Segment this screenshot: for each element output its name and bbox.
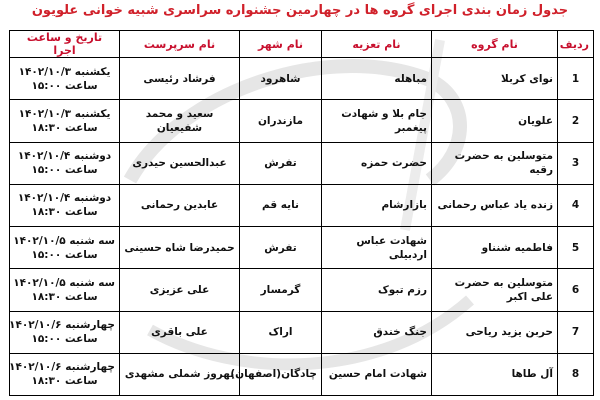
row-supervisor: عبدالحسین حیدری <box>120 142 240 184</box>
row-city: گرمسار <box>240 269 322 311</box>
row-supervisor: فرشاد رئیسی <box>120 58 240 100</box>
row-taziye: شهادت عباس اردبیلی <box>322 227 432 269</box>
row-num: 8 <box>558 353 594 395</box>
table-row <box>10 100 594 142</box>
table-row <box>10 58 594 100</box>
row-datetime <box>10 184 120 226</box>
row-group: فاطمیه شنناو <box>432 227 558 269</box>
row-datetime <box>10 58 120 100</box>
row-taziye: بازارشام <box>322 184 432 226</box>
row-time: ساعت ۱۵:۰۰ <box>31 164 98 177</box>
row-datetime <box>10 100 120 142</box>
row-group: آل طاها <box>432 353 558 395</box>
page-title: جدول زمان بندی اجرای گروه ها در چهارمین جشنواره سراسری شبیه خوانی علویون <box>31 3 569 18</box>
row-group: علویان <box>432 100 558 142</box>
row-datetime <box>10 311 120 353</box>
row-group: حربن یزید ریاحی <box>432 311 558 353</box>
row-num: 1 <box>558 58 594 100</box>
row-num: 2 <box>558 100 594 142</box>
row-time: ساعت ۱۸:۳۰ <box>31 290 98 303</box>
table-row <box>10 353 594 395</box>
table-row <box>10 184 594 226</box>
row-datetime <box>10 353 120 395</box>
schedule-table <box>9 30 594 396</box>
row-city: شاهرود <box>240 58 322 100</box>
row-taziye: شهادت امام حسین <box>322 353 432 395</box>
table-row <box>10 227 594 269</box>
row-supervisor: حمیدرضا شاه حسینی <box>120 227 240 269</box>
row-city: نایه قم <box>240 184 322 226</box>
row-date: سه شنبه ۱۴۰۲/۱۰/۵ <box>13 276 115 289</box>
header-datetime: تاریخ و ساعت اجرا <box>10 31 120 58</box>
header-supervisor: نام سرپرست <box>120 31 240 58</box>
row-group: متوسلین به حضرت رقیه <box>432 142 558 184</box>
row-time: ساعت ۱۸:۳۰ <box>31 206 98 219</box>
row-group: متوسلین به حضرت علی اکبر <box>432 269 558 311</box>
row-taziye: رزم تبوک <box>322 269 432 311</box>
row-time: ساعت ۱۵:۰۰ <box>31 79 98 92</box>
row-num: 5 <box>558 227 594 269</box>
row-city: تفرش <box>240 227 322 269</box>
row-supervisor: علی عزیزی <box>120 269 240 311</box>
row-taziye: حضرت حمزه <box>322 142 432 184</box>
table-row <box>10 142 594 184</box>
row-time: ساعت ۱۵:۰۰ <box>31 333 98 346</box>
row-time: ساعت ۱۵:۰۰ <box>31 248 98 261</box>
row-num: 6 <box>558 269 594 311</box>
row-num: 4 <box>558 184 594 226</box>
table-header-row <box>10 31 594 58</box>
row-date: یکشنبه ۱۴۰۲/۱۰/۳ <box>18 107 111 120</box>
row-city: چادگان(اصفهان) <box>240 353 322 395</box>
row-taziye: مباهله <box>322 58 432 100</box>
row-taziye: جنگ خندق <box>322 311 432 353</box>
row-date: چهارشنبه ۱۴۰۲/۱۰/۶ <box>9 319 115 332</box>
row-datetime <box>10 142 120 184</box>
row-group: نوای کربلا <box>432 58 558 100</box>
row-date: سه شنبه ۱۴۰۲/۱۰/۵ <box>13 234 115 247</box>
row-supervisor: علی باقری <box>120 311 240 353</box>
row-date: یکشنبه ۱۴۰۲/۱۰/۳ <box>18 65 111 78</box>
table-row <box>10 269 594 311</box>
row-num: 7 <box>558 311 594 353</box>
row-num: 3 <box>558 142 594 184</box>
row-taziye: جام بلا و شهادت پیغمبر <box>322 100 432 142</box>
header-taziye: نام تعزیه <box>322 31 432 58</box>
header-num: ردیف <box>558 31 594 58</box>
row-time: ساعت ۱۸:۳۰ <box>31 375 98 388</box>
row-date: چهارشنبه ۱۴۰۲/۱۰/۶ <box>9 361 115 374</box>
row-time: ساعت ۱۸:۳۰ <box>31 121 98 134</box>
row-supervisor: عابدین رحمانی <box>120 184 240 226</box>
row-datetime <box>10 269 120 311</box>
row-supervisor: سعید و محمد شفیعیان <box>120 100 240 142</box>
table-row <box>10 311 594 353</box>
row-group: زنده یاد عباس رحمانی <box>432 184 558 226</box>
row-supervisor: بهروز شملی مشهدی <box>120 353 240 395</box>
row-datetime <box>10 227 120 269</box>
row-city: تفرش <box>240 142 322 184</box>
header-group: نام گروه <box>432 31 558 58</box>
row-date: دوشنبه ۱۴۰۲/۱۰/۴ <box>17 150 112 163</box>
header-city: نام شهر <box>240 31 322 58</box>
row-date: دوشنبه ۱۴۰۲/۱۰/۴ <box>17 192 112 205</box>
row-city: مازندران <box>240 100 322 142</box>
row-city: اراک <box>240 311 322 353</box>
